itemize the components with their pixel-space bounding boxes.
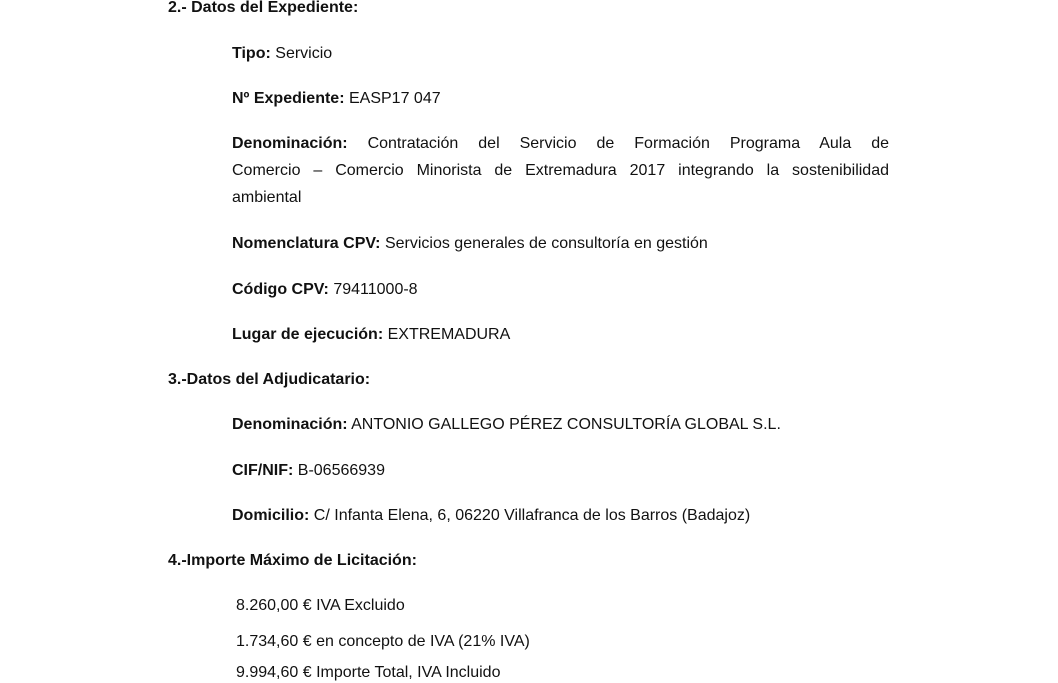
cif-value: B-06566939 bbox=[297, 462, 385, 479]
expediente-value: EASP17 047 bbox=[348, 90, 441, 107]
lugar-label: Lugar de ejecución: bbox=[232, 326, 384, 343]
amount-iva: 1.734,60 € en concepto de IVA (21% IVA) bbox=[236, 633, 530, 650]
adjudicatario-denominacion-label: Denominación: bbox=[232, 416, 348, 433]
tipo-label: Tipo: bbox=[232, 45, 271, 62]
denominacion-line-2: Comercio – Comercio Minorista de Extremadura 2017 integrando la sostenibilidad bbox=[232, 162, 889, 179]
cif-row bbox=[232, 461, 385, 481]
cif-label: CIF/NIF: bbox=[232, 462, 294, 479]
tipo-row bbox=[232, 44, 332, 64]
denominacion-line-3: ambiental bbox=[232, 189, 302, 206]
section-2-heading: 2.- Datos del Expediente: bbox=[168, 0, 359, 16]
nomenclatura-value: Servicios generales de consultoría en gestión bbox=[384, 235, 708, 252]
codigo-cpv-row bbox=[232, 280, 418, 300]
domicilio-label: Domicilio: bbox=[232, 507, 310, 524]
expediente-row bbox=[232, 89, 441, 109]
lugar-row bbox=[232, 325, 510, 345]
section-4-heading: 4.-Importe Máximo de Licitación: bbox=[168, 552, 417, 569]
denominacion-label: Denominación: bbox=[232, 135, 348, 152]
adjudicatario-denominacion-row bbox=[232, 415, 781, 435]
section-3-heading: 3.-Datos del Adjudicatario: bbox=[168, 371, 371, 388]
lugar-value: EXTREMADURA bbox=[387, 326, 511, 343]
nomenclatura-row bbox=[232, 234, 708, 254]
denominacion-text-1: Contratación del Servicio de Formación Programa Aula de bbox=[367, 135, 890, 152]
domicilio-row bbox=[232, 506, 750, 526]
adjudicatario-denominacion-value: ANTONIO GALLEGO PÉREZ CONSULTORÍA GLOBAL S.L. bbox=[351, 416, 781, 433]
domicilio-value: C/ Infanta Elena, 6, 06220 Villafranca de los Barros (Badajoz) bbox=[313, 507, 751, 524]
amount-total: 9.994,60 € Importe Total, IVA Incluido bbox=[236, 664, 501, 681]
amount-iva-excluido: 8.260,00 € IVA Excluido bbox=[236, 597, 405, 614]
codigo-cpv-value: 79411000-8 bbox=[333, 281, 418, 298]
expediente-label: Nº Expediente: bbox=[232, 90, 345, 107]
codigo-cpv-label: Código CPV: bbox=[232, 281, 329, 298]
denominacion-line-1 bbox=[232, 134, 889, 154]
nomenclatura-label: Nomenclatura CPV: bbox=[232, 235, 381, 252]
tipo-value: Servicio bbox=[275, 45, 333, 62]
